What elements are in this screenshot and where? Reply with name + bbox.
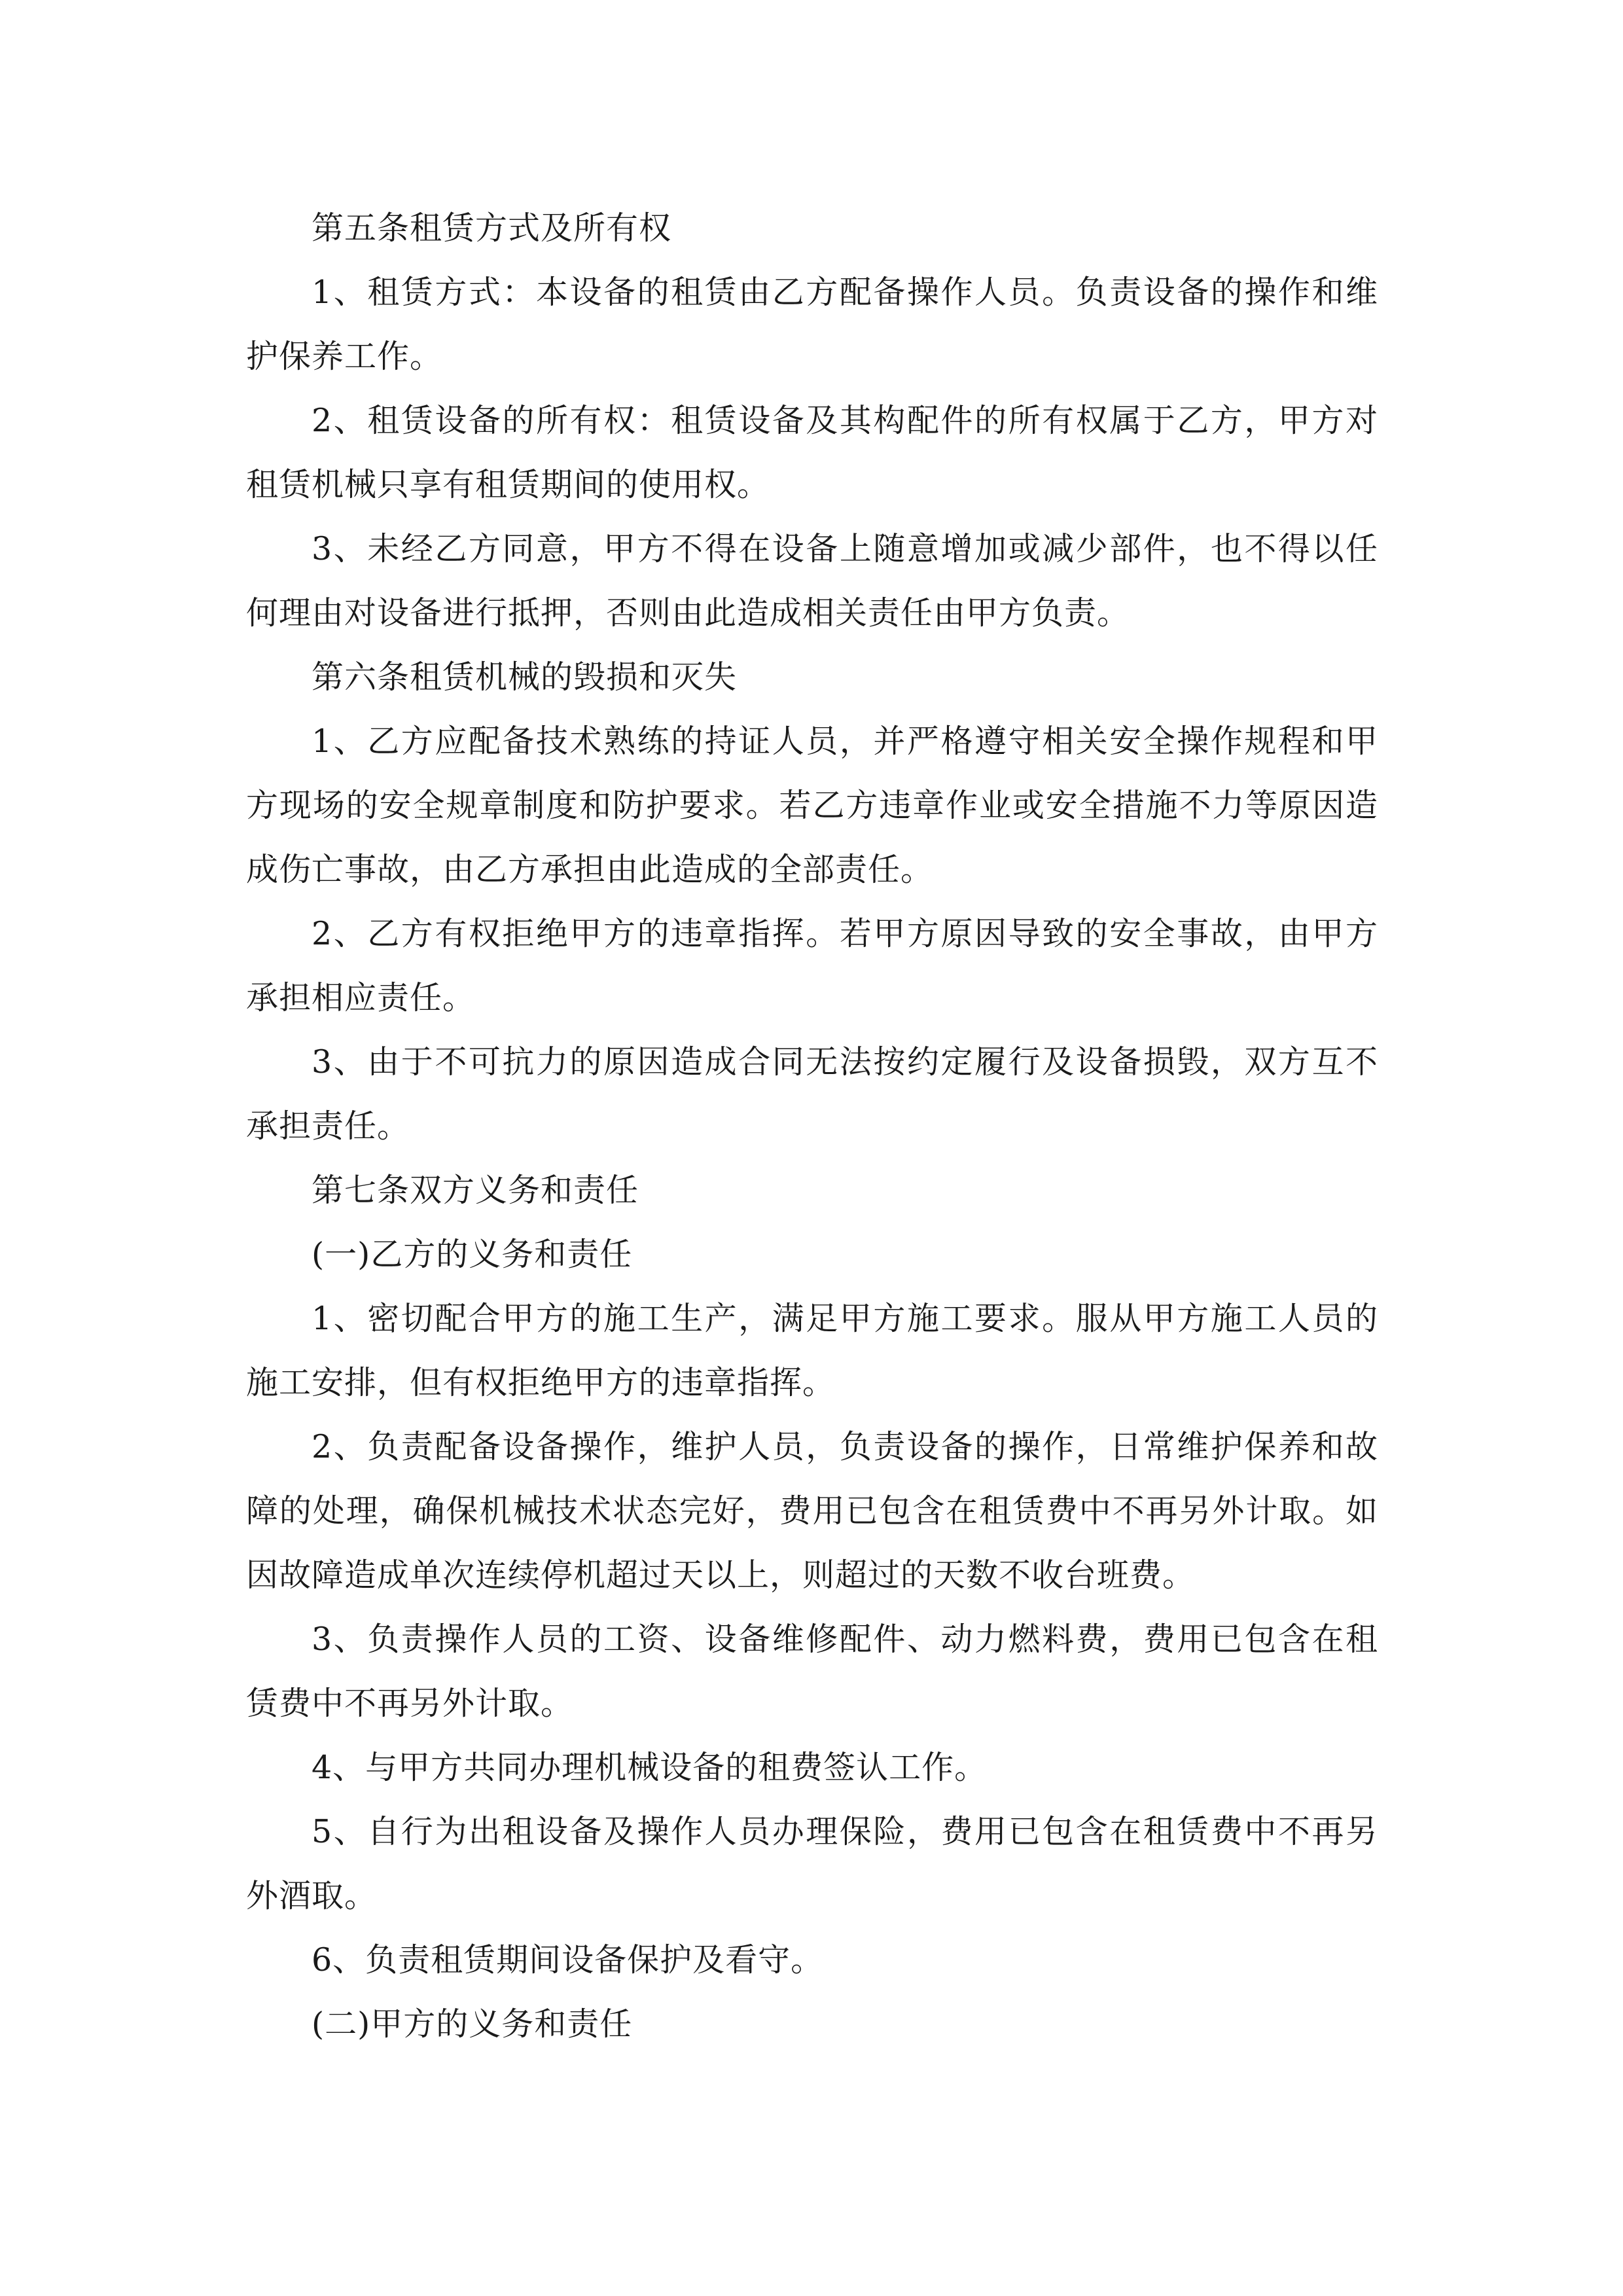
article-6-heading: 第六条租赁机械的毁损和灭失 [312, 658, 738, 696]
article-6-item-1: 1、乙方应配备技术熟练的持证人员，并严格遵守相关安全操作规程和甲方现场的安全规章制度和防护要求。若乙方违章作业或安全措施不力等原因造成伤亡事故，由乙方承担由此造成的全部责任。 [246, 723, 1378, 888]
document-page [246, 196, 1378, 2056]
article-6-item-2: 2、乙方有权拒绝甲方的违章指挥。若甲方原因导致的安全事故，由甲方承担相应责任。 [246, 915, 1378, 1016]
party-a-subheading: (二)甲方的义务和责任 [312, 2005, 633, 2043]
party-b-item-3: 3、负责操作人员的工资、设备维修配件、动力燃料费，费用已包含在租赁费中不再另外计取。 [246, 1621, 1378, 1722]
party-b-subheading: (一)乙方的义务和责任 [312, 1236, 633, 1273]
party-b-item-1: 1、密切配合甲方的施工生产，满足甲方施工要求。服从甲方施工人员的施工安排，但有权拒绝甲方的违章指挥。 [246, 1300, 1378, 1401]
article-5-item-2: 2、租赁设备的所有权：租赁设备及其构配件的所有权属于乙方，甲方对租赁机械只享有租赁期间的使用权。 [246, 402, 1378, 503]
party-b-item-2: 2、负责配备设备操作，维护人员，负责设备的操作，日常维护保养和故障的处理，确保机械技术状态完好，费用已包含在租赁费中不再另外计取。如因故障造成单次连续停机超过天以上，则超过的天数不收台班费。 [246, 1428, 1378, 1594]
party-b-item-4: 4、与甲方共同办理机械设备的租费签认工作。 [312, 1749, 988, 1786]
article-5-item-3: 3、未经乙方同意，甲方不得在设备上随意增加或减少部件，也不得以任何理由对设备进行抵押，否则由此造成相关责任由甲方负责。 [246, 530, 1378, 632]
article-6-item-3: 3、由于不可抗力的原因造成合同无法按约定履行及设备损毁，双方互不承担责任。 [246, 1043, 1378, 1145]
article-7-heading: 第七条双方义务和责任 [312, 1172, 639, 1209]
party-b-item-6: 6、负责租赁期间设备保护及看守。 [312, 1941, 824, 1979]
article-5-heading: 第五条租赁方式及所有权 [312, 209, 672, 247]
party-b-item-5: 5、自行为出租设备及操作人员办理保险，费用已包含在租赁费中不再另外酒取。 [246, 1813, 1378, 1914]
article-5-item-1: 1、租赁方式：本设备的租赁由乙方配备操作人员。负责设备的操作和维护保养工作。 [246, 274, 1378, 375]
